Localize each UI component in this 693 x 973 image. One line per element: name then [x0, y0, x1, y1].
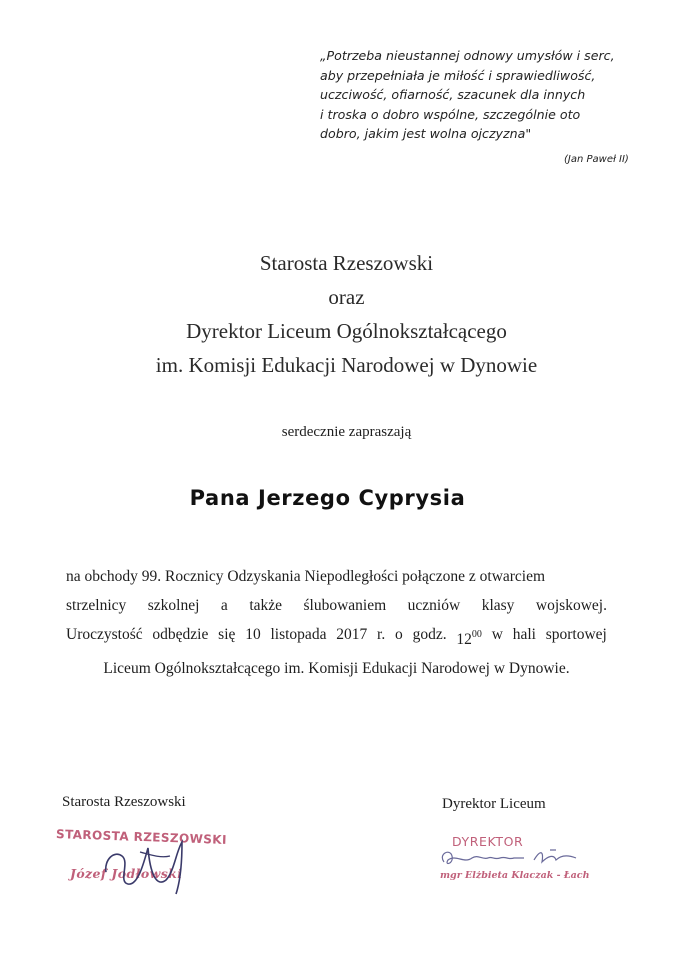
body-word: szkolnej	[147, 597, 200, 614]
body-word: 10	[245, 626, 261, 643]
quote-line: uczciwość, ofiarność, szacunek dla innych	[320, 87, 586, 102]
body-word: wojskowej.	[535, 597, 607, 614]
quote-line: i troska o dobro wspólne, szczególnie oto	[320, 106, 581, 122]
body-word: się	[218, 626, 236, 643]
stamp-dyrektor-title: DYREKTOR	[452, 834, 524, 849]
invitation-body	[66, 562, 607, 683]
invite-phrase: serdecznie zapraszają	[281, 424, 412, 440]
body-word: strzelnicy	[66, 597, 127, 614]
body-line-2	[66, 591, 607, 620]
signature-starosta-icon	[44, 822, 224, 898]
stamp-starosta	[44, 822, 228, 898]
body-word: hali	[512, 626, 536, 643]
signature-dyrektor-icon	[430, 830, 600, 890]
body-word: sportowej	[545, 626, 607, 643]
stamp-starosta-title: STAROSTA RZESZOWSKI	[55, 827, 228, 847]
stamp-dyrektor	[430, 830, 600, 890]
body-word: także	[249, 597, 283, 614]
body-word: a	[220, 597, 228, 614]
quote-line: „Potrzeba nieustannej odnowy umysłów i serc,	[320, 48, 615, 63]
body-word: listopada	[270, 626, 327, 643]
body-word: ślubowaniem	[303, 597, 387, 614]
body-line-4: Liceum Ogólnokształcącego im. Komisji Edukacji Narodowej w Dynowie.	[103, 660, 570, 677]
body-word: godz.	[412, 626, 447, 643]
quote-author: (Jan Paweł II)	[564, 154, 629, 165]
signature-title-dyrektor: Dyrektor Liceum	[442, 796, 546, 812]
body-word: klasy	[481, 597, 515, 614]
quote-block	[320, 46, 640, 165]
event-time	[456, 620, 482, 654]
stamp-starosta-name: Józef Jodłowski	[70, 866, 183, 881]
quote-line: aby przepełniała je miłość i sprawiedliwość,	[320, 67, 596, 83]
heading-line-dyrektor: Dyrektor Liceum Ogólnokształcącego	[186, 319, 507, 343]
quote-line: dobro, jakim jest wolna ojczyzna"	[320, 126, 532, 141]
body-word: w	[491, 626, 503, 643]
issuers-heading	[0, 246, 693, 382]
heading-line-oraz: oraz	[328, 285, 365, 309]
body-word: 2017	[336, 626, 368, 643]
body-word: r.	[377, 626, 386, 643]
body-line-1: na obchody 99. Rocznicy Odzyskania Niepodległości połączone z otwarciem	[66, 568, 546, 585]
body-word: o	[395, 626, 403, 643]
heading-line-school: im. Komisji Edukacji Narodowej w Dynowie	[155, 353, 538, 377]
signature-title-starosta: Starosta Rzeszowski	[62, 794, 186, 810]
body-word: odbędzie	[152, 626, 209, 643]
body-word: Uroczystość	[66, 626, 143, 643]
heading-line-starosta: Starosta Rzeszowski	[259, 251, 434, 275]
stamp-dyrektor-name: mgr Elżbieta Klaczak - Łach	[440, 870, 590, 881]
time-hour: 12	[456, 631, 472, 648]
body-word: uczniów	[407, 597, 461, 614]
guest-name: Pana Jerzego Cyprysia	[189, 486, 466, 510]
time-minutes: 00	[471, 629, 482, 640]
body-line-3	[66, 620, 607, 654]
